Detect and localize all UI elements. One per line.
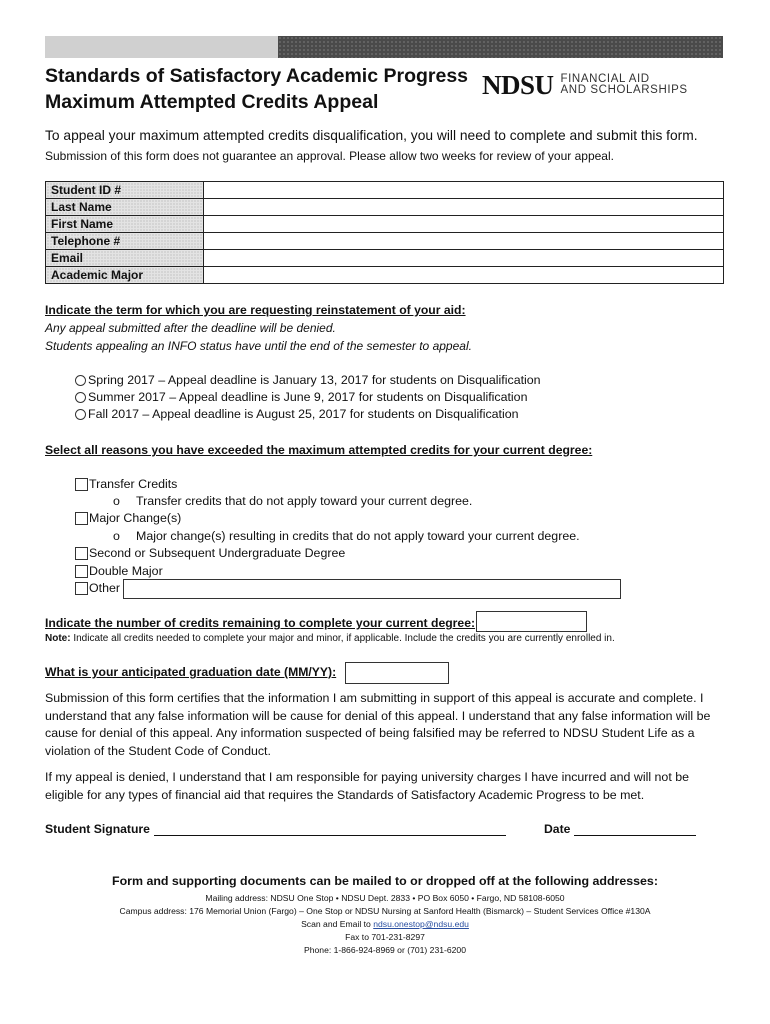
note-label: Note:	[45, 633, 71, 644]
second-degree-label: Second or Subsequent Undergraduate Degree	[89, 546, 346, 560]
transfer-credits-checkbox[interactable]	[75, 478, 88, 491]
academic-major-label: Academic Major	[46, 267, 204, 284]
major-change-detail	[113, 529, 580, 543]
email-label: Email	[46, 250, 204, 267]
title-line-2: Maximum Attempted Credits Appeal	[45, 91, 379, 113]
reasons-heading: Select all reasons you have exceeded the maximum attempted credits for your current degree:	[45, 443, 593, 457]
credits-heading: Indicate the number of credits remaining to complete your current degree:	[45, 616, 476, 630]
reason-transfer-credits[interactable]	[75, 477, 177, 491]
major-change-checkbox[interactable]	[75, 512, 88, 525]
date-row	[544, 821, 696, 836]
logo-subtitle-line-2: AND SCHOLARSHIPS	[560, 84, 688, 96]
term-heading: Indicate the term for which you are requesting reinstatement of your aid:	[45, 303, 466, 317]
other-reason-input[interactable]	[123, 579, 621, 599]
second-degree-checkbox[interactable]	[75, 547, 88, 560]
header-bar-light	[45, 36, 278, 58]
logo-wordmark: NDSU	[482, 70, 554, 100]
major-change-detail-text: Major change(s) resulting in credits that do not apply toward your current degree.	[136, 529, 580, 543]
student-id-label: Student ID #	[46, 182, 204, 199]
fall-radio[interactable]	[75, 409, 86, 420]
term-option-spring[interactable]	[75, 373, 541, 387]
other-checkbox[interactable]	[75, 582, 88, 595]
student-id-field[interactable]	[204, 182, 724, 199]
table-row	[46, 199, 724, 216]
date-line[interactable]	[574, 821, 696, 836]
info-status-note: Students appealing an INFO status have until the end of the semester to appeal.	[45, 339, 472, 353]
student-signature-label: Student Signature	[45, 822, 150, 836]
academic-major-field[interactable]	[204, 267, 724, 284]
term-option-fall[interactable]	[75, 407, 519, 421]
denial-paragraph: If my appeal is denied, I understand that I am responsible for paying university charges I have incurred and will not be eligible for any types of financial aid that requires the Standards of Satisfactory Academic Progress to be met.	[45, 770, 689, 802]
email-link[interactable]: ndsu.onestop@ndsu.edu	[373, 919, 469, 929]
double-major-label: Double Major	[89, 564, 163, 578]
fax-line: Fax to 701-231-8297	[345, 932, 425, 942]
intro-text: To appeal your maximum attempted credits disqualification, you will need to complete and submit this form.	[45, 128, 698, 143]
table-row	[46, 182, 724, 199]
transfer-credits-detail	[113, 494, 472, 508]
table-row	[46, 267, 724, 284]
last-name-field[interactable]	[204, 199, 724, 216]
title-line-1: Standards of Satisfactory Academic Progress	[45, 65, 469, 87]
student-signature-line[interactable]	[154, 821, 506, 836]
page-title	[45, 63, 468, 115]
email-field[interactable]	[204, 250, 724, 267]
student-info-table	[45, 181, 724, 284]
last-name-label: Last Name	[46, 199, 204, 216]
reason-other[interactable]	[75, 581, 120, 595]
header-bar	[45, 36, 723, 58]
scan-email-line	[0, 919, 770, 929]
certification-paragraph: Submission of this form certifies that the information I am submitting in support of this appeal is accurate and complete. I understand that any false information will be cause for denial of this appeal. I understand that any false information will be cause for denial of this appeal. Any information suspected of being falsified may be referred to NDSU Student Life as a violation of the Student Code of Conduct.	[45, 691, 711, 758]
table-row	[46, 233, 724, 250]
transfer-credits-label: Transfer Credits	[89, 477, 178, 491]
transfer-credits-detail-text: Transfer credits that do not apply toward your current degree.	[136, 494, 473, 508]
double-major-checkbox[interactable]	[75, 565, 88, 578]
logo-subtitle-line-1: FINANCIAL AID	[560, 72, 650, 85]
table-row	[46, 216, 724, 233]
sub-bullet: o	[113, 494, 120, 508]
header-bar-dark	[278, 36, 723, 58]
summer-label: Summer 2017 – Appeal deadline is June 9, 2017 for students on Disqualification	[88, 390, 528, 404]
graduation-date-input[interactable]	[345, 662, 449, 684]
term-option-summer[interactable]	[75, 390, 527, 404]
note-text: Indicate all credits needed to complete your major and minor, if applicable. Include the credits you are currently enrolled in.	[70, 633, 615, 644]
other-label: Other	[89, 581, 120, 595]
ndsu-logo	[482, 72, 688, 98]
footer-title: Form and supporting documents can be mailed to or dropped off at the following addresses:	[112, 874, 658, 888]
date-label: Date	[544, 822, 571, 836]
campus-address: Campus address: 176 Memorial Union (Fargo) – One Stop or NDSU Nursing at Sanford Health (Bismarck) – Student Services Office #130A	[119, 906, 651, 916]
intro-subtext: Submission of this form does not guarantee an approval. Please allow two weeks for review of your appeal.	[45, 149, 614, 163]
first-name-field[interactable]	[204, 216, 724, 233]
spring-label: Spring 2017 – Appeal deadline is January 13, 2017 for students on Disqualification	[88, 373, 541, 387]
scan-prefix: Scan and Email to	[301, 919, 374, 929]
telephone-field[interactable]	[204, 233, 724, 250]
graduation-heading: What is your anticipated graduation date (MM/YY):	[45, 665, 337, 679]
summer-radio[interactable]	[75, 392, 86, 403]
reason-major-change[interactable]	[75, 511, 181, 525]
student-signature-row	[45, 821, 506, 836]
reason-second-degree[interactable]	[75, 546, 345, 560]
credits-note	[45, 633, 615, 644]
reason-double-major[interactable]	[75, 564, 163, 578]
first-name-label: First Name	[46, 216, 204, 233]
spring-radio[interactable]	[75, 375, 86, 386]
logo-subtitle	[561, 74, 688, 97]
table-row	[46, 250, 724, 267]
major-change-label: Major Change(s)	[89, 511, 182, 525]
phone-line: Phone: 1-866-924-8969 or (701) 231-6200	[304, 945, 466, 955]
fall-label: Fall 2017 – Appeal deadline is August 25, 2017 for students on Disqualification	[88, 407, 519, 421]
mailing-address: Mailing address: NDSU One Stop • NDSU Dept. 2833 • PO Box 6050 • Fargo, ND 58108-6050	[205, 893, 565, 903]
sub-bullet: o	[113, 529, 120, 543]
credits-remaining-input[interactable]	[476, 611, 587, 632]
telephone-label: Telephone #	[46, 233, 204, 250]
deadline-note: Any appeal submitted after the deadline will be denied.	[45, 321, 336, 335]
